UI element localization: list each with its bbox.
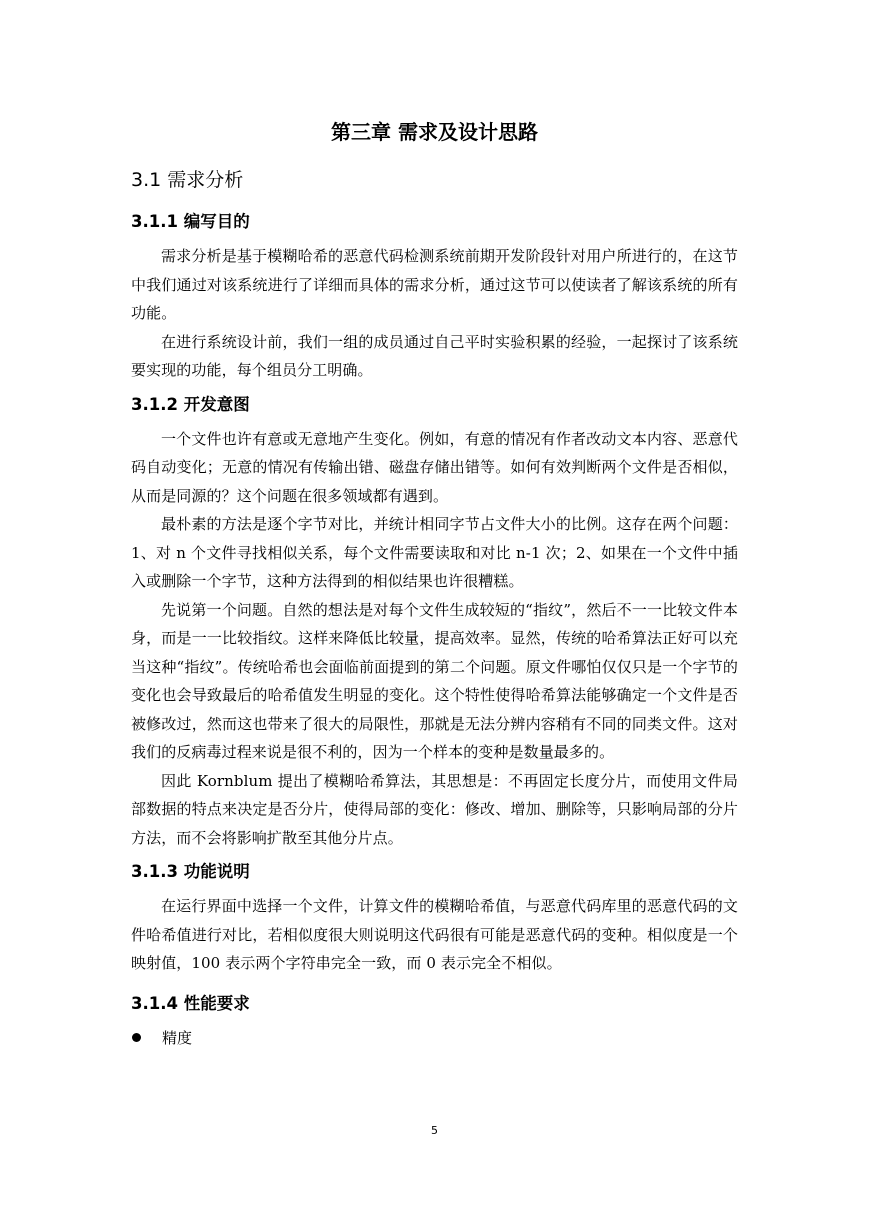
list-item-text: 精度 [162,1028,193,1047]
paragraph: 因此 Kornblum 提出了模糊哈希算法，其思想是：不再固定长度分片，而使用文件局部数据的特点来决定是否分片，使得局部的变化：修改、增加、删除等，只影响局部的分片方法，而不会将影响扩散至其他分片点。 [131,771,738,847]
paragraph: 在进行系统设计前，我们一组的成员通过自己平时实验积累的经验，一起探讨了该系统要实现的功能，每个组员分工明确。 [131,332,738,379]
paragraph: 先说第一个问题。自然的想法是对每个文件生成较短的“指纹”，然后不一一比较文件本身，而是一一比较指纹。这样来降低比较量，提高效率。显然，传统的哈希算法正好可以充当这种“指纹”。传统哈希也会面临前面提到的第二个问题。原文件哪怕仅仅只是一个字节的变化也会导致最后的哈希值发生明显的变化。这个特性使得哈希算法能够确定一个文件是否被修改过，然而这也带来了很大的局限性，那就是无法分辨内容稍有不同的同类文件。这对我们的反病毒过程来说是很不利的，因为一个样本的变种是数量最多的。 [131,600,738,761]
paragraph: 最朴素的方法是逐个字节对比，并统计相同字节占文件大小的比例。这存在两个问题：1、对 n 个文件寻找相似关系，每个文件需要读取和对比 n-1 次；2、如果在一个文件中插入或删除一个字节，这种方法得到的相似结果也许很糟糕。 [131,515,738,590]
page-content [131,110,738,1052]
paragraph: 需求分析是基于模糊哈希的恶意代码检测系统前期开发阶段针对用户所进行的，在这节中我们通过对该系统进行了详细而具体的需求分析，通过这节可以使读者了解该系统的所有功能。 [131,247,738,322]
subsection-title-3-1-1: 3.1.1 编写目的 [131,212,250,231]
paragraph: 一个文件也许有意或无意地产生变化。例如，有意的情况有作者改动文本内容、恶意代码自动变化；无意的情况有传输出错、磁盘存储出错等。如何有效判断两个文件是否相似，从而是同源的？这个问题在很多领域都有遇到。 [131,429,738,505]
page-number: 5 [431,1124,438,1137]
chapter-title: 第三章 需求及设计思路 [331,120,538,144]
subsection-title-3-1-4: 3.1.4 性能要求 [131,993,250,1013]
paragraph: 在运行界面中选择一个文件，计算文件的模糊哈希值，与恶意代码库里的恶意代码的文件哈希值进行对比，若相似度很大则说明这代码很有可能是恶意代码的变种。相似度是一个映射值，100 表示两个字符串完全一致，而 0 表示完全不相似。 [131,897,738,972]
bullet-icon [132,1033,141,1042]
list-item [131,1024,738,1052]
section-title: 3.1 需求分析 [131,169,244,191]
subsection-title-3-1-3: 3.1.3 功能说明 [131,862,250,881]
subsection-title-3-1-2: 3.1.2 开发意图 [131,394,250,414]
